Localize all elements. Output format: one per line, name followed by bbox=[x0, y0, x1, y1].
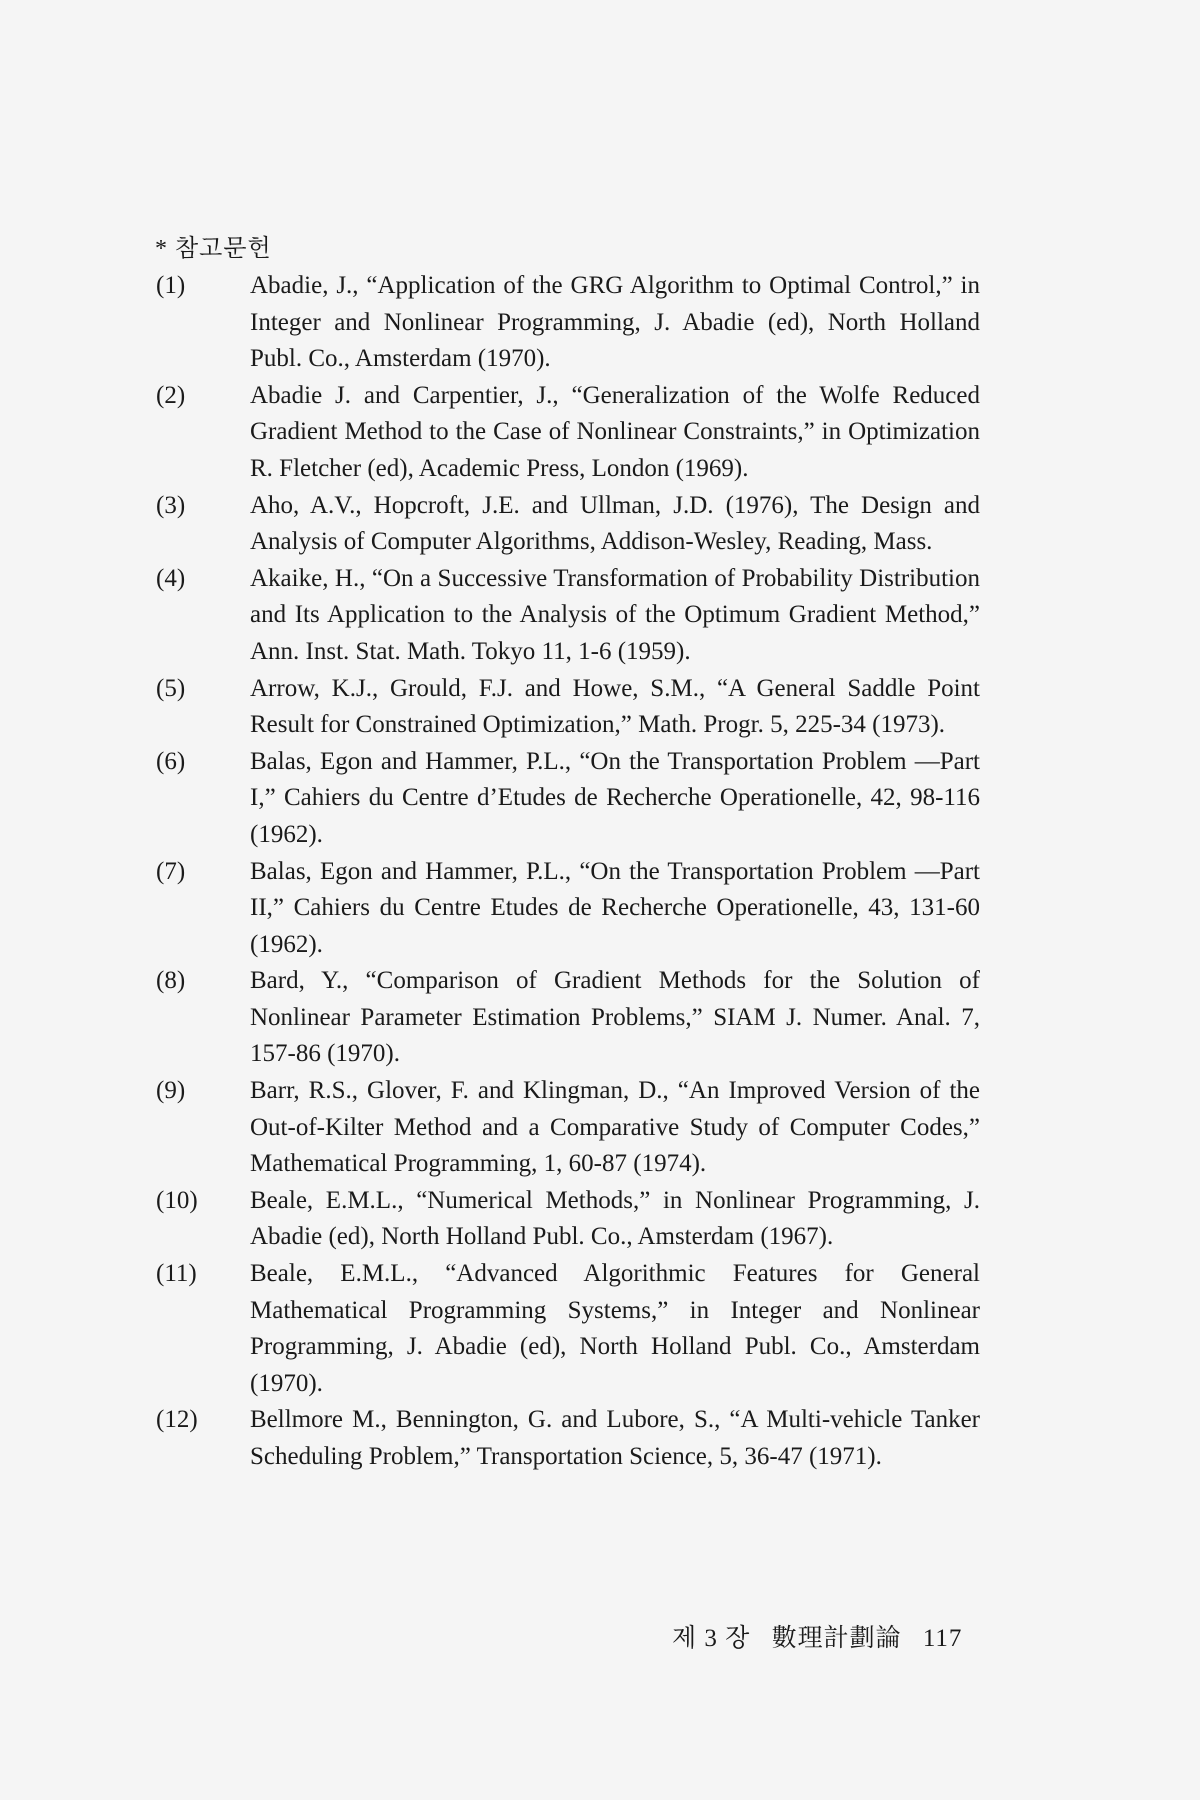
reference-text: Balas, Egon and Hammer, P.L., “On the Transportation Problem —Part II,” Cahiers du Centre Etudes de Recherche Operationelle, 43, 131-60 (1962). bbox=[250, 857, 980, 958]
reference-item bbox=[150, 1183, 980, 1256]
reference-number: (12) bbox=[156, 1406, 198, 1434]
reference-item bbox=[150, 561, 980, 671]
reference-text: Aho, A.V., Hopcroft, J.E. and Ullman, J.D. (1976), The Design and Analysis of Computer Algorithms, Addison-Wesley, Reading, Mass. bbox=[250, 491, 980, 556]
reference-item bbox=[150, 268, 980, 378]
page-footer bbox=[672, 1618, 976, 1654]
reference-text: Bellmore M., Bennington, G. and Lubore, S., “A Multi-vehicle Tanker Scheduling Problem,” Transportation Science, 5, 36-47 (1971). bbox=[250, 1406, 980, 1470]
reference-number: (9) bbox=[156, 1077, 186, 1105]
reference-item bbox=[150, 671, 980, 744]
reference-text: Abadie, J., “Application of the GRG Algorithm to Optimal Control,” in Integer and Nonlinear Programming, J. Abadie (ed), North Holland Publ. Co., Amsterdam (1970). bbox=[250, 272, 980, 373]
reference-item bbox=[150, 378, 980, 488]
reference-number: (10) bbox=[156, 1186, 198, 1214]
reference-item bbox=[150, 1402, 980, 1475]
reference-number: (4) bbox=[156, 564, 186, 592]
reference-text: Balas, Egon and Hammer, P.L., “On the Transportation Problem —Part I,” Cahiers du Centre d’Etudes de Recherche Operationelle, 42, 98-116 (1962). bbox=[250, 747, 980, 848]
page-number: 117 bbox=[922, 1625, 963, 1652]
reference-item bbox=[150, 488, 980, 561]
chapter-label: 제 3 장 bbox=[672, 1625, 751, 1652]
chapter-title: 數理計劃論 bbox=[771, 1625, 902, 1652]
reference-number: (11) bbox=[156, 1260, 197, 1288]
reference-number: (8) bbox=[156, 967, 186, 995]
reference-list bbox=[150, 268, 980, 1476]
reference-text: Beale, E.M.L., “Advanced Algorithmic Features for General Mathematical Programming Systems,” in Integer and Nonlinear Programming, J. Abadie (ed), North Holland Publ. Co., Amsterdam (1970). bbox=[250, 1260, 980, 1397]
reference-text: Arrow, K.J., Grould, F.J. and Howe, S.M., “A General Saddle Point Result for Constrained Optimization,” Math. Progr. 5, 225-34 (1973). bbox=[250, 674, 980, 739]
reference-item bbox=[150, 1073, 980, 1183]
reference-item bbox=[150, 854, 980, 964]
reference-number: (3) bbox=[156, 491, 186, 519]
reference-text: Barr, R.S., Glover, F. and Klingman, D., “An Improved Version of the Out-of-Kilter Method and a Comparative Study of Computer Codes,” Mathematical Programming, 1, 60-87 (1974). bbox=[250, 1077, 980, 1178]
reference-text: Bard, Y., “Comparison of Gradient Methods for the Solution of Nonlinear Parameter Estimation Problems,” SIAM J. Numer. Anal. 7, 157-86 (1970). bbox=[250, 967, 980, 1068]
reference-number: (1) bbox=[156, 272, 186, 299]
reference-number: (5) bbox=[156, 674, 186, 702]
reference-number: (7) bbox=[156, 857, 186, 885]
reference-number: (6) bbox=[156, 747, 186, 775]
reference-text: Abadie J. and Carpentier, J., “Generalization of the Wolfe Reduced Gradient Method to the Case of Nonlinear Constraints,” in Optimization R. Fletcher (ed), Academic Press, London (1969). bbox=[250, 381, 980, 482]
reference-text: Beale, E.M.L., “Numerical Methods,” in Nonlinear Programming, J. Abadie (ed), North Holland Publ. Co., Amsterdam (1967). bbox=[250, 1186, 980, 1251]
reference-item bbox=[150, 744, 980, 854]
reference-item bbox=[150, 1256, 980, 1402]
reference-number: (2) bbox=[156, 381, 186, 409]
reference-text: Akaike, H., “On a Successive Transformation of Probability Distribution and Its Application to the Analysis of the Optimum Gradient Method,” Ann. Inst. Stat. Math. Tokyo 11, 1-6 (1959). bbox=[250, 564, 980, 665]
reference-item bbox=[150, 963, 980, 1073]
references-heading: * 참고문헌 bbox=[155, 236, 272, 262]
